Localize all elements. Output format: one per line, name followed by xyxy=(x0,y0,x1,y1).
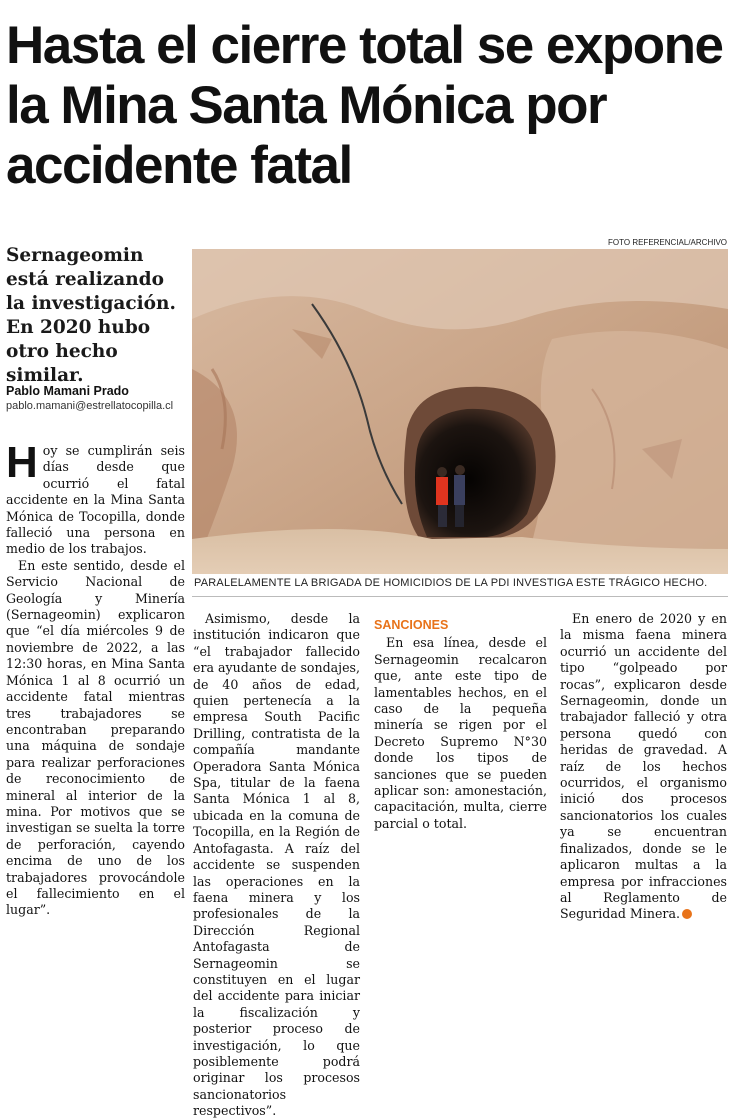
body-paragraph-5 xyxy=(560,611,727,923)
deck-summary: Sernageomin está realizando la investigación. En 2020 hubo otro hecho similar. xyxy=(6,245,176,386)
author-email: pablo.mamani@estrellatocopilla.cl xyxy=(6,400,174,412)
body-paragraph-4: En esa línea, desde el Sernageomin recalcaron que, ante este tipo de lamentables hechos, en el caso de la pequeña minería se rigen por el Decreto Supremo N°30 donde los tipos de sanciones que se pueden aplicar son: amonestación, capacitación, multa, cierre parcial o total. xyxy=(374,635,547,831)
photo-caption: PARALELAMENTE LA BRIGADA DE HOMICIDIOS DE LA PDI INVESTIGA ESTE TRÁGICO HECHO. xyxy=(194,577,708,589)
body-paragraph-1 xyxy=(6,438,185,558)
body-column-2 xyxy=(193,611,360,1120)
body-column-3 xyxy=(374,611,547,832)
headline: Hasta el cierre total se expone la Mina Santa Mónica por accidente fatal xyxy=(6,16,723,195)
end-mark-icon xyxy=(682,909,692,919)
body-column-1 xyxy=(6,438,185,919)
body-paragraph-3: Asimismo, desde la institución indicaron que “el trabajador fallecido era ayudante de sondajes, de 40 años de edad, quien pertenecía a la empresa South Pacific Drilling, contratista de la compañía mandante Operadora Santa Mónica Spa, titular de la faena Santa Mónica 1 al 8, ubicada en la comuna de Tocopilla, en la Región de Antofagasta. A raíz del accidente se suspenden las operaciones en la faena minera y los profesionales de la Dirección Regional Antofagasta de Sernageomin se constituyen en el lugar del accidente para iniciar la fiscalización y posterior proceso de investigación, lo que posiblemente podrá originar los procesos sancionatorios respectivos”. xyxy=(193,611,360,1119)
mine-tunnel-photo xyxy=(192,249,728,574)
paragraph-text: En enero de 2020 y en la misma faena minera ocurrió un accidente del tipo “golpeado por rocas”, explicaron desde Sernageomin, donde un trabajador falleció y otra persona quedó con heridas de gravedad. A raíz de los hechos ocurridos, el organismo inició dos procesos sancionatorios los cuales ya se encuentran finalizados, donde se le aplicaron multas a la empresa por infracciones al Reglamento de Seguridad Minera. xyxy=(560,611,727,922)
body-column-4 xyxy=(560,611,727,923)
photo-credit: FOTO REFERENCIAL/ARCHIVO xyxy=(608,238,727,247)
author-name: Pablo Mamani Prado xyxy=(6,384,129,398)
body-paragraph-2: En este sentido, desde el Servicio Nacional de Geología y Minería (Sernageomin) explicaron que “el día miércoles 9 de noviembre de 2022, a las 12:30 horas, en Mina Santa Mónica 1 al 8 ocurrió un accidente fatal mientras tres trabajadores se encontraban preparando una máquina de sondaje para realizar perforaciones de reconocimiento de mineral al interior de la mina. Por motivos que se investigan se suelta la torre de perforación, cayendo encima de uno de los trabajadores provocándole el fallecimiento en el lugar”. xyxy=(6,557,185,918)
drop-cap: H xyxy=(6,438,38,487)
section-subhead: SANCIONES xyxy=(374,618,449,632)
caption-divider xyxy=(192,596,728,597)
paragraph-text: oy se cumplirán seis días desde que ocurrió el fatal accidente en la Mina Santa Mónica de Tocopilla, donde falleció una persona en medio de los trabajos. xyxy=(6,443,185,557)
